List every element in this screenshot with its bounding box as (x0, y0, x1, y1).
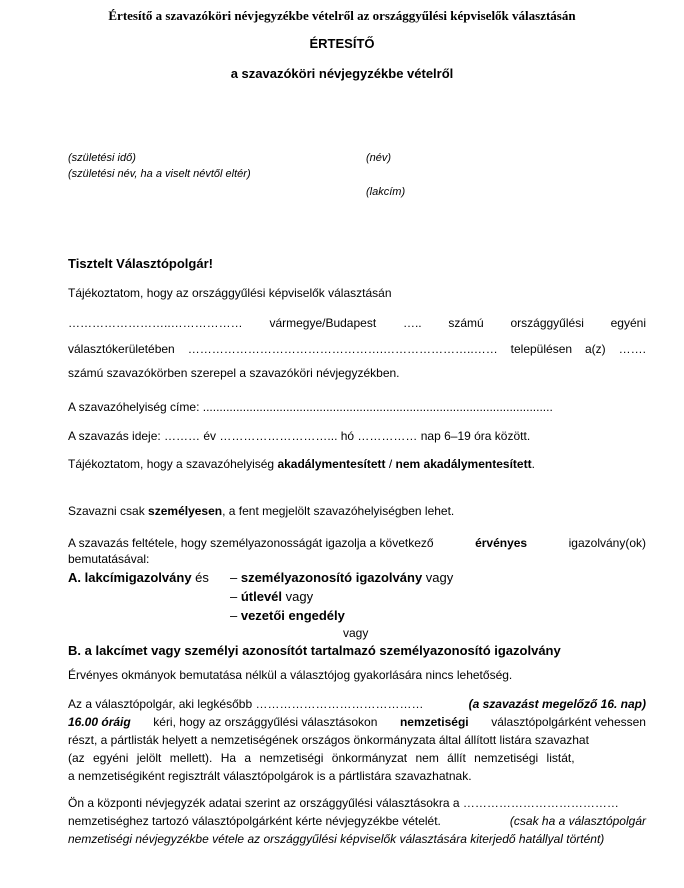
passport-label: útlevél (240, 589, 283, 604)
personal-prefix: Szavazni csak (68, 504, 149, 518)
minority-line-4: (az egyéni jelölt mellett). Ha a nemzetiségi önkormányzat nem állít nemzetiségi listát, (68, 751, 575, 765)
or-word: vagy (422, 570, 454, 585)
accessibility-suffix: . (531, 457, 535, 471)
county-label: vármegye/Budapest (269, 316, 377, 330)
district-line-1 (68, 316, 646, 330)
condition-line-2: bemutatásával: (68, 552, 150, 566)
option-a-item-2 (230, 589, 313, 604)
birth-date-label: (születési idő) (68, 152, 136, 164)
minority-deadline-note: (a szavazást megelőző 16. nap) (468, 697, 646, 711)
document-title: ÉRTESÍTŐ (309, 36, 375, 51)
address-label: (lakcím) (366, 186, 406, 198)
option-a-title: A. lakcímigazolvány (68, 570, 192, 585)
minority-line-1 (68, 697, 646, 711)
minority-voter-text: választópolgárként vehessen (491, 715, 646, 729)
polling-address-line: A szavazóhelyiség címe: ......................................................................................................... (68, 400, 553, 414)
accessibility-line (68, 457, 535, 471)
central-register-text: nemzetiséghez tartozó választópolgárként kérte névjegyzékbe vételét. (68, 814, 441, 828)
minority-deadline-blank: Az a választópolgár, aki legkésőbb …………………………………… (68, 697, 424, 711)
document-header: Értesítő a szavazóköri névjegyzékbe vételről az országgyűlési képviselők választásán (108, 8, 576, 23)
option-or: vagy (343, 626, 369, 640)
info-paragraph: Tájékoztatom, hogy az országgyűlési képviselők választásán (68, 286, 392, 300)
dash: – (230, 570, 241, 585)
minority-line-3: részt, a pártlisták helyett a nemzetiségének országos önkormányzata által állított listára szavazhat (68, 733, 589, 747)
minority-line-2 (68, 715, 646, 729)
personal-voting-line (68, 504, 454, 518)
district-number-blank: ….. (402, 316, 422, 330)
accessibility-prefix: Tájékoztatom, hogy a szavazóhelyiség (68, 457, 278, 471)
word-egyeni: egyéni (610, 316, 646, 330)
not-accessible-option: nem akadálymentesített (395, 457, 532, 471)
word-valasztokeruleteben: választókerületében (68, 342, 175, 356)
central-register-line-2 (68, 814, 646, 828)
precinct-number-blank: ……. (618, 342, 646, 356)
or-word: vagy (282, 589, 314, 604)
personal-suffix: , a fent megjelölt szavazóhelyiségben lehet. (222, 504, 455, 518)
condition-line-1 (68, 536, 646, 550)
minority-deadline-time: 16.00 óráig (68, 715, 131, 729)
salutation: Tisztelt Választópolgár! (68, 256, 213, 271)
condition-suffix: igazolvány(ok) (568, 536, 646, 550)
minority-line-5: a nemzetiségiként regisztrált választópolgárok is a pártlistára szavazhatnak. (68, 769, 472, 783)
minority-bold: nemzetiségi (399, 715, 469, 729)
county-blank: ……………………..……………… (68, 316, 243, 330)
word-orszaggyulesi: országgyűlési (510, 316, 584, 330)
central-register-line-3: nemzetiségi névjegyzékbe vétele az országgyűlési képviselők választására kiterjedő hatállyal történt) (68, 832, 605, 846)
driving-licence-label: vezetői engedély (240, 608, 345, 623)
dash: – (230, 608, 241, 623)
option-a-item-1 (230, 570, 453, 585)
word-szamu: számú (448, 316, 484, 330)
word-telepulesen: településen (510, 342, 573, 356)
accessibility-separator: / (385, 457, 396, 471)
option-a-and: és (191, 570, 209, 585)
dash: – (230, 589, 241, 604)
option-a-item-3 (230, 608, 345, 623)
name-label: (név) (366, 152, 392, 164)
condition-valid: érvényes (475, 536, 528, 550)
accessible-option: akadálymentesített (277, 457, 386, 471)
document-subtitle: a szavazóköri névjegyzékbe vételről (230, 66, 454, 81)
settlement-blank: ………………………………………….…………………..…… (187, 342, 498, 356)
personal-bold: személyesen (148, 504, 223, 518)
word-az: a(z) (585, 342, 606, 356)
birth-name-label: (születési név, ha a viselt névtől eltér) (68, 168, 251, 180)
no-valid-documents-line: Érvényes okmányok bemutatása nélkül a választójog gyakorlására nincs lehetőség. (68, 668, 513, 682)
id-card-label: személyazonosító igazolvány (240, 570, 423, 585)
district-line-3: számú szavazókörben szerepel a szavazóköri névjegyzékben. (68, 366, 400, 380)
option-a-label (68, 570, 209, 585)
minority-request-text: kéri, hogy az országgyűlési választásokon (153, 715, 378, 729)
central-register-line-1: Ön a központi névjegyzék adatai szerint az országgyűlési választásokra a ………………………………… (68, 796, 619, 810)
option-b-label: B. a lakcímet vagy személyi azonosítót tartalmazó személyazonosító igazolvány (68, 643, 561, 658)
district-line-2 (68, 342, 646, 356)
central-register-note: (csak ha a választópolgár (509, 814, 646, 828)
voting-date-line: A szavazás ideje: ……… év ………………………... hó …………… nap 6–19 óra között. (68, 429, 531, 443)
condition-prefix: A szavazás feltétele, hogy személyazonosságát igazolja a következő (68, 536, 434, 550)
